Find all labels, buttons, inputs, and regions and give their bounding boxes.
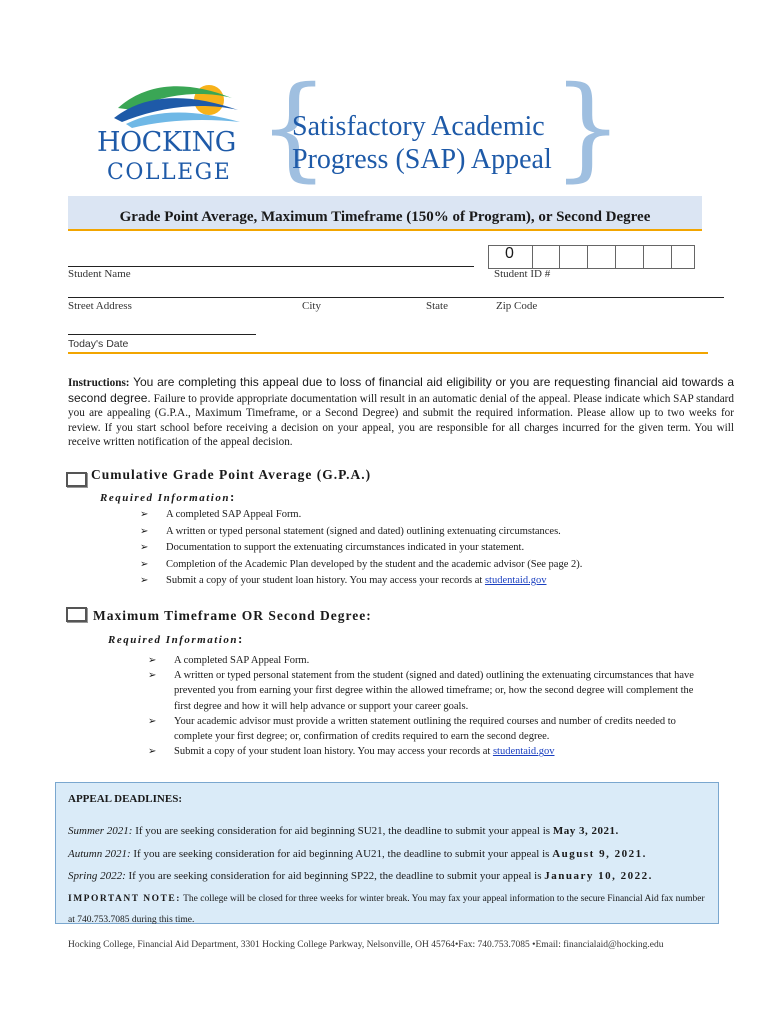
student-id-box[interactable] [532,245,560,269]
student-id-box[interactable] [560,245,588,269]
deadline-summer: Summer 2021: If you are seeking consideration for aid beginning SU21, the deadline to submit your appeal is May 3, 2021. [68,825,619,837]
list-item: ➢ Completion of the Academic Plan developed by the student and the academic advisor (See page 2). [140,557,700,574]
banner-title: Grade Point Average, Maximum Timeframe (150% of Program), or Second Degree [119,209,651,225]
student-id-value: 0 [505,245,514,262]
gpa-checkbox[interactable] [66,472,87,487]
list-item: ➢ Submit a copy of your student loan history. You may access your records at studentaid.gov [148,744,700,759]
list-item: ➢ Documentation to support the extenuating circumstances indicated in your statement. [140,540,700,557]
deadline-autumn: Autumn 2021: If you are seeking consideration for aid beginning AU21, the deadline to submit your appeal is August 9, 2021. [68,848,647,860]
logo-name-line1: HOCKING [97,127,236,158]
right-brace-decoration: } [552,63,624,193]
todays-date-label: Today's Date [68,338,129,350]
list-item: ➢ A completed SAP Appeal Form. [140,507,700,524]
important-note: IMPORTANT NOTE: The college will be closed for three weeks for winter break. You may fax your appeal information to the secure Financial Aid fax number at 740.753.7085 during this time. [68,894,705,925]
banner-underline [68,229,702,231]
max-timeframe-checkbox[interactable] [66,607,87,622]
instructions-paragraph: Instructions: You are completing this appeal due to loss of financial aid eligibility or you are requesting financial aid towards a second degree. Failure to provide appropriate documentation will result in an automatic denial of the appeal. Please indicate which SAP standard you are appealing (G.P.A., Maximum Timeframe, or a Second Degree) and submit the required information. Please allow up to two weeks for review. If you start school before receiving a decision on your appeal, you are responsible for all charges incurred for the given term. You will receive written notification of the appeal decision. [68,375,734,449]
left-brace-decoration: { [258,63,330,193]
street-address-label: Street Address [68,300,132,312]
footer-contact: Hocking College, Financial Aid Department, 3301 Hocking College Parkway, Nelsonville, OH 45764•Fax: 740.753.7085 •Email: financialaid@hocking.edu [68,940,664,950]
page-title: Satisfactory Academic Progress (SAP) Appeal [292,111,552,175]
studentaid-link[interactable]: studentaid.gov [484,575,547,586]
student-id-box[interactable] [616,245,644,269]
list-item: ➢ A completed SAP Appeal Form. [148,653,700,668]
address-field[interactable] [68,297,724,298]
student-name-label: Student Name [68,268,131,280]
deadlines-heading: APPEAL DEADLINES: [68,793,182,805]
divider [68,352,708,354]
city-label: City [302,300,321,312]
list-item: ➢ A written or typed personal statement from the student (signed and dated) outlining the extenuating circumstances that have prevented you from earning your first degree within the allowed timeframe; or, how the second degree will complement the first degree and how it will help advance or support your career goals. [148,668,700,714]
deadline-spring: Spring 2022: If you are seeking consideration for aid beginning SP22, the deadline to submit your appeal is January 10, 2022. [68,870,653,882]
logo-name-line2: COLLEGE [107,160,232,185]
student-id-label: Student ID # [494,268,551,280]
list-item: ➢ A written or typed personal statement (signed and dated) outlining extenuating circumstances. [140,524,700,541]
list-item: ➢ Your academic advisor must provide a written statement outlining the required courses and number of credits needed to complete your first degree; or, confirmation of credits required to earn the second degree. [148,714,700,744]
student-id-box[interactable] [588,245,616,269]
list-item: ➢ Submit a copy of your student loan history. You may access your records at studentaid.gov [140,573,700,590]
student-name-field[interactable] [68,266,474,267]
student-id-box[interactable] [644,245,672,269]
todays-date-field[interactable] [68,334,256,335]
gpa-required-label: Required Information: [100,489,236,504]
river-icon [126,113,240,129]
student-id-box[interactable] [672,245,695,269]
studentaid-link[interactable]: studentaid.gov [492,746,555,758]
max-timeframe-section-heading: Maximum Timeframe OR Second Degree: [93,608,372,623]
gpa-section-heading: Cumulative Grade Point Average (G.P.A.) [91,467,372,482]
state-label: State [426,300,448,312]
max-timeframe-requirements-list [148,653,700,759]
zip-code-label: Zip Code [496,300,538,312]
gpa-requirements-list [140,507,700,590]
max-timeframe-required-label: Required Information: [108,631,244,646]
